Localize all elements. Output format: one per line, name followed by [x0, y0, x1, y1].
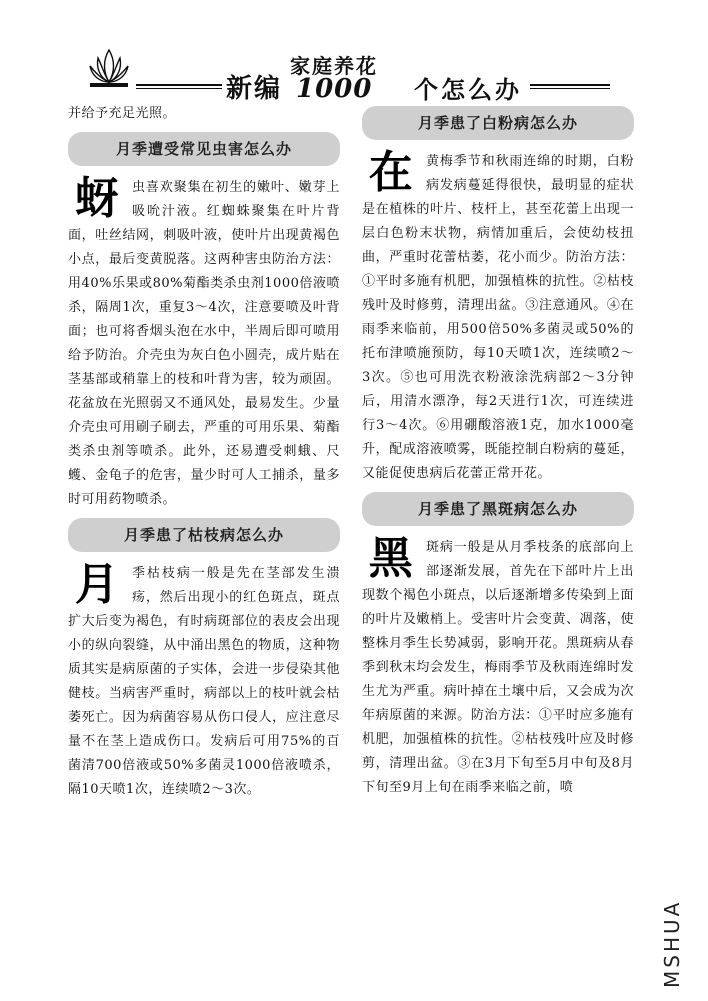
left-column	[68, 102, 340, 808]
header-rule-right-thin	[530, 88, 610, 89]
dropcap: 在	[368, 147, 414, 198]
section-body-dieback	[68, 559, 340, 802]
paragraph-text: 黄梅季节和秋雨连绵的时期，白粉病发病蔓延得很快，最明显的症状是在植株的叶片、枝杆上，甚至花蕾上出现一层白色粉末状物，病情加重后，会使幼枝扭曲，严重时花蕾枯萎，花小而少。防治方法：①平时多施有机肥，加强植株的抗性。②枯枝残叶及时修剪，清理出盆。③注意通风。④在雨季来临前，用500倍50%多菌灵或50%的托布津喷施预防，每10天喷1次，连续喷2～3次。⑤也可用洗衣粉液涂洗病部2～3分钟后，用清水漂净，每2天进行1次，可连续进行3～4次。⑥用硼酸溶液1克，加水1000毫升，配成溶液喷雾，既能控制白粉病的蔓延，又能促使患病后花蕾正常开花。	[362, 154, 634, 481]
dropcap: 月	[74, 559, 120, 610]
section-heading-powdery-mildew: 月季患了白粉病怎么办	[362, 106, 634, 140]
section-heading-black-spot: 月季患了黑斑病怎么办	[362, 492, 634, 526]
brand-tail: 个怎么办	[414, 75, 522, 104]
paragraph-text: 虫喜欢聚集在初生的嫩叶、嫩芽上吸吮汁液。红蜘蛛聚集在叶片背面，吐丝结网，刺吸叶液，使叶片出现黄褐色小点，最后变黄脱落。这两种害虫防治方法：用40%乐果或80%菊酯类杀虫剂1000倍液喷杀，隔周1次，重复3～4次，注意要喷及叶背面；也可将香烟头泡在水中，半周后即可喷用给予防治。介壳虫为灰白色小圆壳，成片贴在茎基部或稍靠上的枝和叶背为害，较为顽固。花盆放在光照弱又不通风处，最易发生。少量介壳虫可用刷子刷去，严重的可用乐果、菊酯类杀虫剂等喷杀。此外，还易遭受刺蛾、尺蠖、金龟子的危害，量少时可人工捕杀，量多时可用药物喷杀。	[68, 180, 340, 507]
header-rule-right	[530, 84, 610, 86]
brand-number: 1000	[296, 74, 373, 104]
section-body-pests	[68, 173, 340, 512]
right-column	[362, 102, 634, 806]
brand-prefix: 新编	[226, 74, 283, 104]
header-rule-left-thin	[136, 88, 222, 89]
section-heading-dieback: 月季患了枯枝病怎么办	[68, 518, 340, 552]
header-rule-left	[136, 84, 222, 86]
section-body-powdery-mildew	[362, 147, 634, 486]
brand-subtitle: 家庭养花	[290, 54, 378, 78]
page-header	[0, 0, 708, 104]
section-heading-pests: 月季遭受常见虫害怎么办	[68, 132, 340, 166]
continued-text: 并给予充足光照。	[68, 106, 177, 121]
dropcap: 黑	[368, 533, 414, 584]
section-body-black-spot	[362, 533, 634, 800]
paragraph-text: 季枯枝病一般是先在茎部发生溃疡，然后出现小的红色斑点，斑点扩大后变为褐色，有时病斑部位的表皮会出现小的纵向裂缝，从中涌出黑色的物质，这种物质其实是病原菌的子实体，会进一步侵染其他健枝。当病害严重时，病部以上的枝叶就会枯萎死亡。因为病菌容易从伤口侵人，应注意尽量不在茎上造成伤口。发病后可用75%的百菌清700倍液或50%多菌灵1000倍液喷杀，隔10天喷1次，连续喷2～3次。	[68, 566, 340, 797]
dropcap: 蚜	[74, 173, 120, 224]
lotus-logo-icon	[86, 44, 132, 90]
paragraph-text: 斑病一般是从月季枝条的底部向上部逐渐发展，首先在下部叶片上出现数个褐色小斑点，以后逐渐增多传染到上面的叶片及嫩梢上。受害叶片会变黄、凋落，使整株月季生长势减弱，影响开花。黑斑病从春季到秋末均会发生，梅雨季节及秋雨连绵时发生尤为严重。病叶掉在土壤中后，又会成为次年病原菌的来源。防治方法：①平时应多施有机肥，加强植株的抗性。②枯枝残叶应及时修剪，清理出盆。③在3月下旬至5月中旬及8月下旬至9月上旬在雨季来临之前，喷	[362, 540, 634, 795]
watermark: MSHUA	[660, 899, 684, 988]
